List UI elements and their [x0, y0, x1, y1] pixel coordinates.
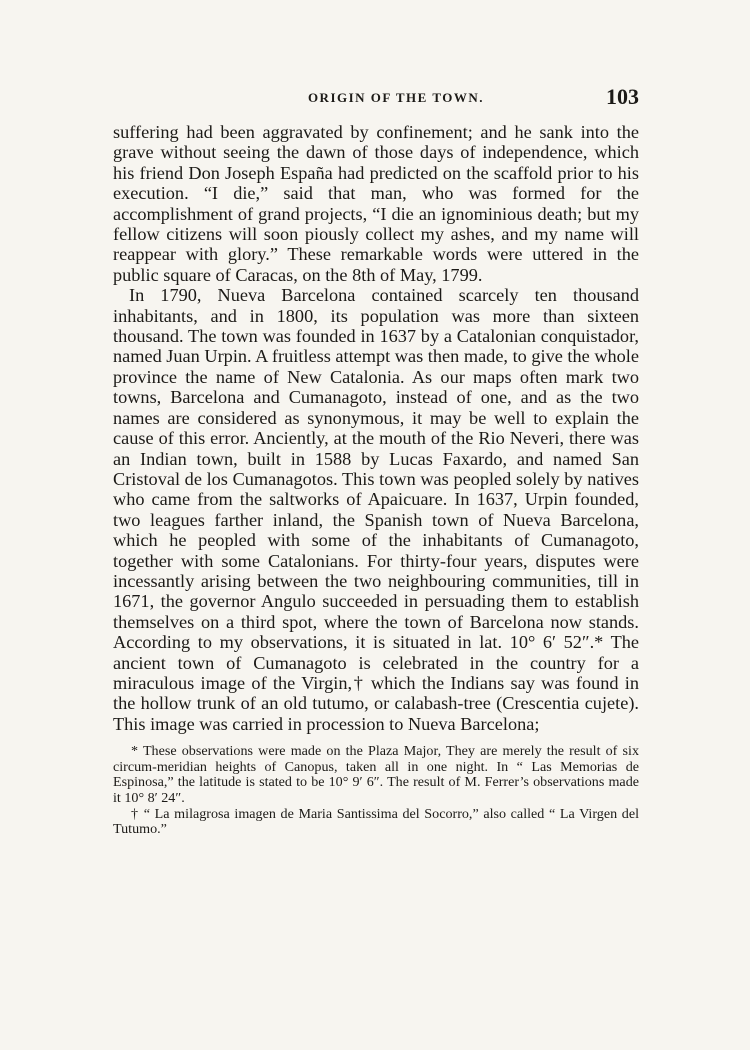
page-number: 103: [606, 84, 639, 109]
book-page: [113, 84, 639, 984]
footnotes: [113, 744, 639, 838]
footnote: * These observations were made on the Plaza Major, They are merely the result of six circum-meridian heights of Canopus, taken all in one night. In “ Las Memorias de Espinosa,” the latitude is stated to be 10° 9′ 6″. The result of M. Ferrer’s observations made it 10° 8′ 24″.: [113, 743, 639, 806]
running-head: [113, 84, 639, 122]
running-head-title: ORIGIN OF THE TOWN.: [307, 90, 485, 105]
body-text: [113, 122, 639, 734]
paragraph: In 1790, Nueva Barcelona contained scarcely ten thousand inhabitants, and in 1800, its population was more than sixteen thousand. The town was founded in 1637 by a Catalonian conquistador, named Juan Urpin. A fruitless attempt was then made, to give the whole province the name of New Catalonia. As our maps often mark two towns, Barcelona and Cumanagoto, instead of one, and as the two names are considered as synonymous, it may be well to explain the cause of this error. Anciently, at the mouth of the Rio Neveri, there was an Indian town, built in 1588 by Lucas Faxardo, and named San Cristoval de los Cumanagotos. This town was peopled solely by natives who came from the saltworks of Apaicuare. In 1637, Urpin founded, two leagues farther inland, the Spanish town of Nueva Barcelona, which he peopled with some of the inhabitants of Cumanagoto, together with some Catalonians. For thirty-four years, disputes were incessantly arising between the two neighbouring communities, till in 1671, the governor Angulo succeeded in persuading them to establish themselves on a third spot, where the town of Barcelona now stands. According to my observations, it is situated in lat. 10° 6′ 52″.* The ancient town of Cumanagoto is celebrated in the country for a miraculous image of the Virgin,† which the Indians say was found in the hollow trunk of an old tutumo, or calabash-tree (Crescentia cujete). This image was carried in procession to Nueva Barcelona;: [113, 285, 639, 734]
footnote: † “ La milagrosa imagen de Maria Santissima del Socorro,” also called “ La Virgen del Tutumo.”: [113, 805, 639, 838]
paragraph: suffering had been aggravated by confinement; and he sank into the grave without seeing the dawn of those days of independence, which his friend Don Joseph España had predicted on the scaffold prior to his execution. “I die,” said that man, who was formed for the accomplishment of grand projects, “I die an ignominious death; but my fellow citizens will soon piously collect my ashes, and my name will reappear with glory.” These remarkable words were uttered in the public square of Caracas, on the 8th of May, 1799.: [113, 122, 639, 285]
